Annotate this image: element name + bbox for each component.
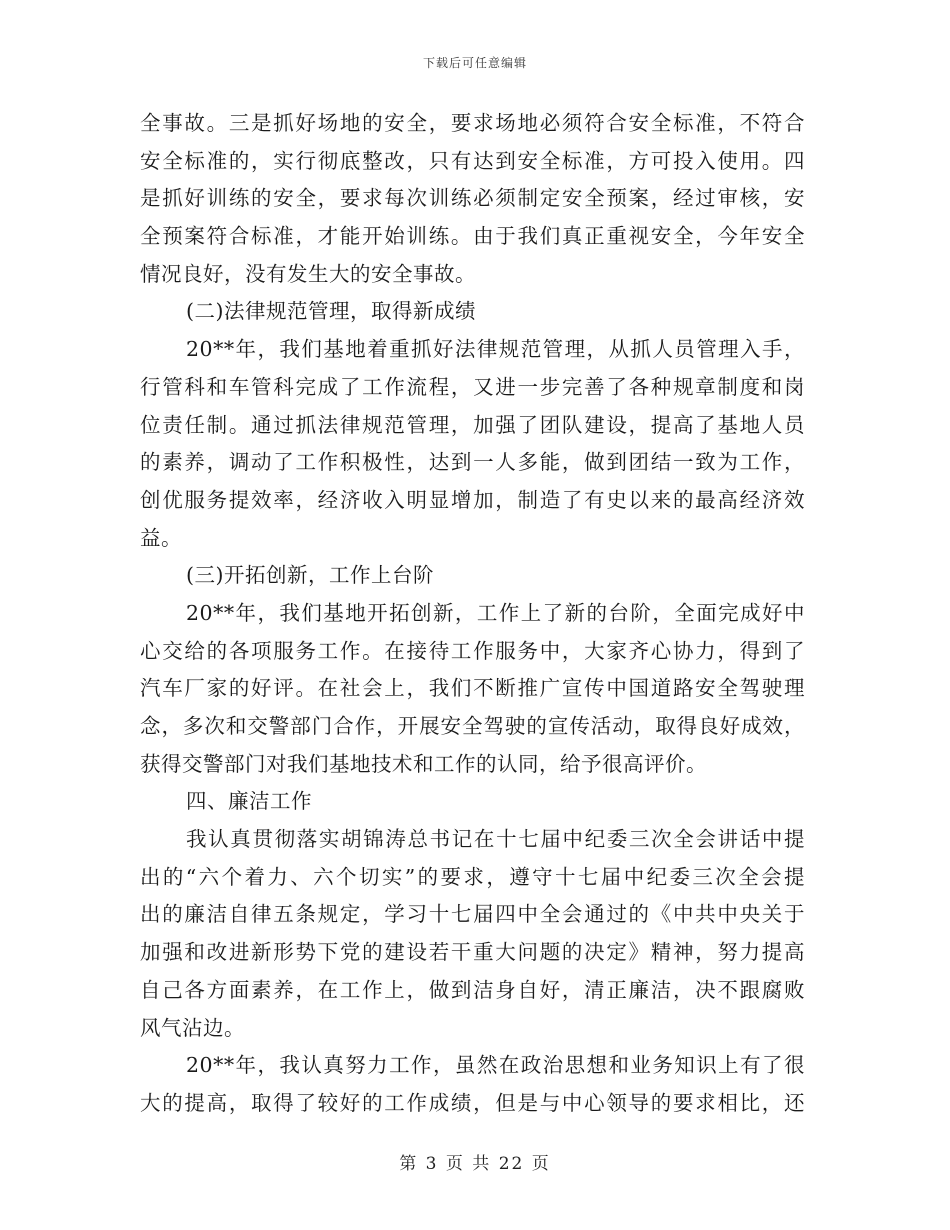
text-line: 加强和改进新形势下党的建设若干重大问题的决定》精神，努力提高 bbox=[140, 940, 805, 965]
text-line: 全预案符合标准，才能开始训练。由于我们真正重视安全，今年安全 bbox=[140, 224, 805, 249]
document-body bbox=[140, 105, 805, 1123]
page-header: 下载后可任意编辑 bbox=[422, 56, 527, 70]
page-number-footer: 第 3 页 共 22 页 bbox=[399, 1154, 551, 1174]
text-line: 自己各方面素养，在工作上，做到洁身自好，清正廉洁，决不跟腐败 bbox=[140, 977, 805, 1002]
text-line: 四、廉洁工作 bbox=[186, 789, 312, 814]
text-line: 行管科和车管科完成了工作流程，又进一步完善了各种规章制度和岗 bbox=[140, 374, 805, 399]
text-line: 出的“六个着力、六个切实”的要求，遵守十七届中纪委三次全会提 bbox=[140, 864, 805, 889]
text-line: 是抓好训练的安全，要求每次训练必须制定安全预案，经过审核，安 bbox=[140, 186, 805, 211]
text-line: 心交给的各项服务工作。在接待工作服务中，大家齐心协力，得到了 bbox=[140, 638, 805, 663]
text-line: 创优服务提效率，经济收入明显增加，制造了有史以来的最高经济效 bbox=[140, 487, 805, 512]
text-line: 安全标准的，实行彻底整改，只有达到安全标准，方可投入使用。四 bbox=[140, 148, 805, 173]
text-line: 位责任制。通过抓法律规范管理，加强了团队建设，提高了基地人员 bbox=[140, 412, 805, 437]
text-line: 情况良好，没有发生大的安全事故。 bbox=[140, 261, 476, 286]
text-line: 汽车厂家的好评。在社会上，我们不断推广宣传中国道路安全驾驶理 bbox=[140, 676, 805, 701]
text-line: 出的廉洁自律五条规定，学习十七届四中全会通过的《中共中央关于 bbox=[140, 902, 805, 927]
text-line: 我认真贯彻落实胡锦涛总书记在十七届中纪委三次全会讲话中提 bbox=[186, 827, 805, 852]
text-line: 20**年，我们基地开拓创新，工作上了新的台阶，全面完成好中 bbox=[186, 600, 805, 625]
text-line: (二)法律规范管理，取得新成绩 bbox=[186, 299, 476, 324]
text-line: 全事故。三是抓好场地的安全，要求场地必须符合安全标准，不符合 bbox=[140, 111, 805, 135]
text-line: 20**年，我们基地着重抓好法律规范管理，从抓人员管理入手， bbox=[186, 337, 805, 362]
text-line: (三)开拓创新，工作上台阶 bbox=[186, 563, 434, 588]
text-line: 念，多次和交警部门合作，开展安全驾驶的宣传活动，取得良好成效， bbox=[140, 714, 805, 738]
text-line: 大的提高，取得了较好的工作成绩，但是与中心领导的要求相比，还 bbox=[140, 1090, 805, 1115]
text-line: 的素养，调动了工作积极性，达到一人多能，做到团结一致为工作， bbox=[140, 450, 805, 475]
text-line: 益。 bbox=[140, 525, 182, 550]
text-line: 获得交警部门对我们基地技术和工作的认同，给予很高评价。 bbox=[140, 751, 707, 776]
text-line: 风气沾边。 bbox=[140, 1015, 245, 1040]
text-line: 20**年，我认真努力工作，虽然在政治思想和业务知识上有了很 bbox=[186, 1053, 805, 1078]
